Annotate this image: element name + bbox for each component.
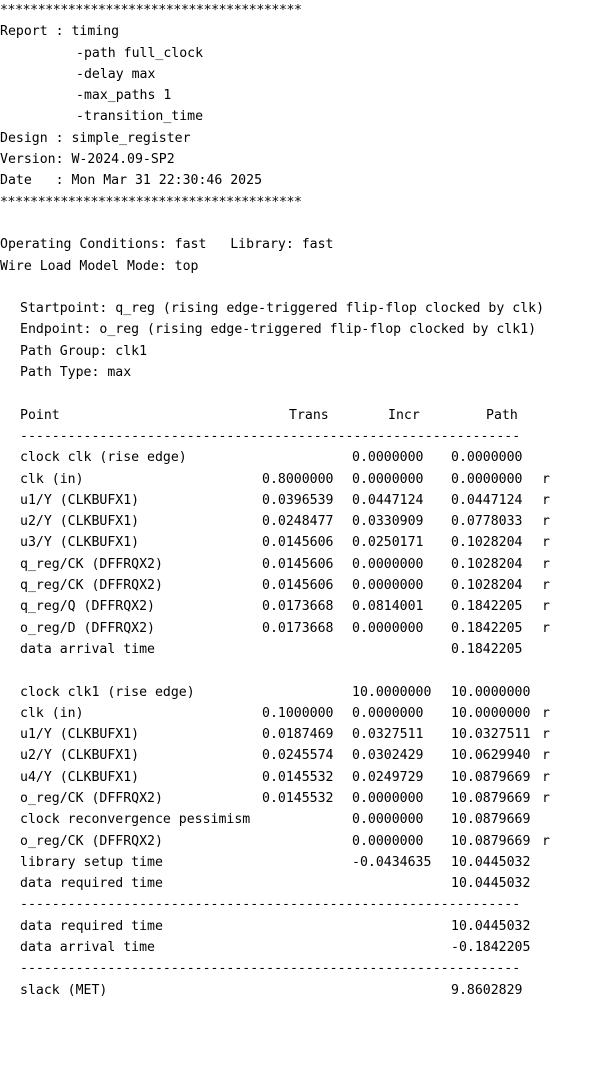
cell-trans: 0.0245574 (262, 748, 334, 764)
report-option: -transition_time (76, 109, 204, 125)
cell-point: q_reg/Q (DFFRQX2) (20, 599, 155, 615)
blank-line (0, 660, 612, 681)
cell-edge: r (542, 790, 550, 806)
cell-incr: 0.0250171 (352, 535, 424, 551)
cell-trans: 0.0187469 (262, 727, 334, 743)
cell-point: clk (in) (20, 471, 84, 487)
stars-bottom: **************************************** (0, 194, 302, 210)
report-option: -delay max (76, 66, 156, 82)
cell-trans: 0.0145532 (262, 769, 334, 785)
table-row (0, 703, 612, 724)
cell-edge: r (542, 492, 550, 508)
cell-edge: r (542, 727, 550, 743)
required-path-section (0, 682, 612, 895)
table-row (0, 809, 612, 830)
table-row (0, 511, 612, 532)
cell-trans: 0.0173668 (262, 599, 334, 615)
cell-incr: -0.0434635 (352, 854, 432, 870)
cell-path: 0.1028204 (451, 556, 523, 572)
cell-incr: 0.0000000 (352, 790, 424, 806)
table-row (0, 745, 612, 766)
cell-incr: 0.0000000 (352, 556, 424, 572)
table-row (0, 532, 612, 553)
cell-trans: 0.1000000 (262, 705, 334, 721)
cell-edge: r (542, 769, 550, 785)
table-row (0, 575, 612, 596)
blank-line (0, 383, 612, 404)
cell-incr: 0.0249729 (352, 769, 424, 785)
cell-trans: 0.8000000 (262, 471, 334, 487)
cell-point: u1/Y (CLKBUFX1) (20, 727, 140, 743)
table-header (0, 405, 612, 426)
table-row (0, 682, 612, 703)
cell-point: clock clk (rise edge) (20, 450, 187, 466)
summary-section (0, 916, 612, 959)
cell-incr: 0.0447124 (352, 492, 424, 508)
cell-point: data required time (20, 918, 163, 934)
cell-path: 0.0000000 (451, 450, 523, 466)
cell-edge: r (542, 748, 550, 764)
cell-path: 0.0000000 (451, 471, 523, 487)
blank-line (0, 277, 612, 298)
cell-incr: 0.0000000 (352, 471, 424, 487)
date-line: Date : Mon Mar 31 22:30:46 2025 (0, 173, 263, 189)
table-row (0, 447, 612, 468)
report-command: Report : timing (0, 24, 120, 40)
table-row (0, 490, 612, 511)
cell-path: 10.0327511 (451, 727, 531, 743)
table-row (0, 554, 612, 575)
cell-path: -0.1842205 (451, 940, 531, 956)
cell-incr: 0.0000000 (352, 812, 424, 828)
path-type: Path Type: max (20, 365, 132, 381)
cell-incr: 0.0000000 (352, 833, 424, 849)
separator: --------------------------------------------------------------- (20, 897, 521, 913)
cell-incr: 0.0814001 (352, 599, 424, 615)
cell-path: 0.1842205 (451, 641, 523, 657)
cell-path: 10.0445032 (451, 918, 531, 934)
cell-trans: 0.0145606 (262, 578, 334, 594)
cell-incr: 0.0302429 (352, 748, 424, 764)
version-line: Version: W-2024.09-SP2 (0, 152, 175, 168)
cell-path: 10.0445032 (451, 876, 531, 892)
cell-point: u2/Y (CLKBUFX1) (20, 748, 140, 764)
cell-path: 0.1842205 (451, 620, 523, 636)
cell-point: data arrival time (20, 940, 155, 956)
cell-point: clk (in) (20, 705, 84, 721)
wire-load-mode: Wire Load Model Mode: top (0, 258, 199, 274)
cell-path: 10.0879669 (451, 769, 531, 785)
table-row (0, 788, 612, 809)
table-row (0, 852, 612, 873)
table-row (0, 639, 612, 660)
cell-path: 10.0000000 (451, 684, 531, 700)
cell-trans: 0.0145606 (262, 535, 334, 551)
cell-point: u1/Y (CLKBUFX1) (20, 492, 140, 508)
table-row (0, 873, 612, 894)
cell-trans: 0.0248477 (262, 514, 334, 530)
arrival-path-section (0, 447, 612, 660)
cell-point: data required time (20, 876, 163, 892)
cell-point: o_reg/CK (DFFRQX2) (20, 790, 163, 806)
endpoint: Endpoint: o_reg (rising edge-triggered flip-flop clocked by clk1) (20, 322, 537, 338)
cell-incr: 10.0000000 (352, 684, 432, 700)
operating-conditions: Operating Conditions: fast Library: fast (0, 237, 334, 253)
cell-point: q_reg/CK (DFFRQX2) (20, 556, 163, 572)
cell-path: 0.0447124 (451, 492, 523, 508)
stars-top: **************************************** (0, 3, 302, 18)
cell-path: 0.1028204 (451, 535, 523, 551)
cell-trans: 0.0173668 (262, 620, 334, 636)
cell-edge: r (542, 535, 550, 551)
cell-point: q_reg/CK (DFFRQX2) (20, 578, 163, 594)
cell-incr: 0.0327511 (352, 727, 424, 743)
cell-incr: 0.0330909 (352, 514, 424, 530)
path-group: Path Group: clk1 (20, 343, 148, 359)
cell-point: u4/Y (CLKBUFX1) (20, 769, 140, 785)
cell-edge: r (542, 833, 550, 849)
cell-edge: r (542, 471, 550, 487)
slack-value: 9.8602829 (451, 982, 523, 998)
cell-incr: 0.0000000 (352, 450, 424, 466)
cell-path: 0.1842205 (451, 599, 523, 615)
header-point: Point (20, 407, 60, 423)
cell-trans: 0.0145532 (262, 790, 334, 806)
cell-path: 10.0879669 (451, 812, 531, 828)
cell-edge: r (542, 705, 550, 721)
separator: --------------------------------------------------------------- (20, 428, 521, 444)
header-incr: Incr (388, 407, 420, 423)
cell-point: clock clk1 (rise edge) (20, 684, 195, 700)
cell-path: 10.0000000 (451, 705, 531, 721)
report-option: -path full_clock (76, 45, 204, 61)
cell-path: 10.0445032 (451, 854, 531, 870)
cell-point: o_reg/D (DFFRQX2) (20, 620, 155, 636)
cell-trans: 0.0145606 (262, 556, 334, 572)
cell-point: library setup time (20, 854, 163, 870)
table-row (0, 469, 612, 490)
separator: --------------------------------------------------------------- (20, 961, 521, 977)
header-path: Path (486, 407, 518, 423)
cell-path: 0.0778033 (451, 514, 523, 530)
cell-incr: 0.0000000 (352, 620, 424, 636)
cell-point: clock reconvergence pessimism (20, 812, 251, 828)
table-row (0, 596, 612, 617)
table-row (0, 937, 612, 958)
cell-point: o_reg/CK (DFFRQX2) (20, 833, 163, 849)
cell-path: 10.0629940 (451, 748, 531, 764)
cell-edge: r (542, 620, 550, 636)
table-row (0, 767, 612, 788)
cell-point: u3/Y (CLKBUFX1) (20, 535, 140, 551)
header-trans: Trans (289, 407, 329, 423)
cell-edge: r (542, 578, 550, 594)
blank-line (0, 213, 612, 234)
table-row (0, 831, 612, 852)
startpoint: Startpoint: q_reg (rising edge-triggered flip-flop clocked by clk) (20, 301, 545, 317)
table-row (0, 724, 612, 745)
cell-path: 10.0879669 (451, 833, 531, 849)
cell-trans: 0.0396539 (262, 492, 334, 508)
slack-label: slack (MET) (20, 982, 108, 998)
cell-edge: r (542, 556, 550, 572)
cell-edge: r (542, 599, 550, 615)
cell-path: 0.1028204 (451, 578, 523, 594)
design-line: Design : simple_register (0, 130, 191, 146)
cell-incr: 0.0000000 (352, 705, 424, 721)
cell-point: u2/Y (CLKBUFX1) (20, 514, 140, 530)
cell-path: 10.0879669 (451, 790, 531, 806)
report-option: -max_paths 1 (76, 88, 172, 104)
cell-point: data arrival time (20, 641, 155, 657)
cell-edge: r (542, 514, 550, 530)
cell-incr: 0.0000000 (352, 578, 424, 594)
table-row (0, 618, 612, 639)
table-row (0, 916, 612, 937)
